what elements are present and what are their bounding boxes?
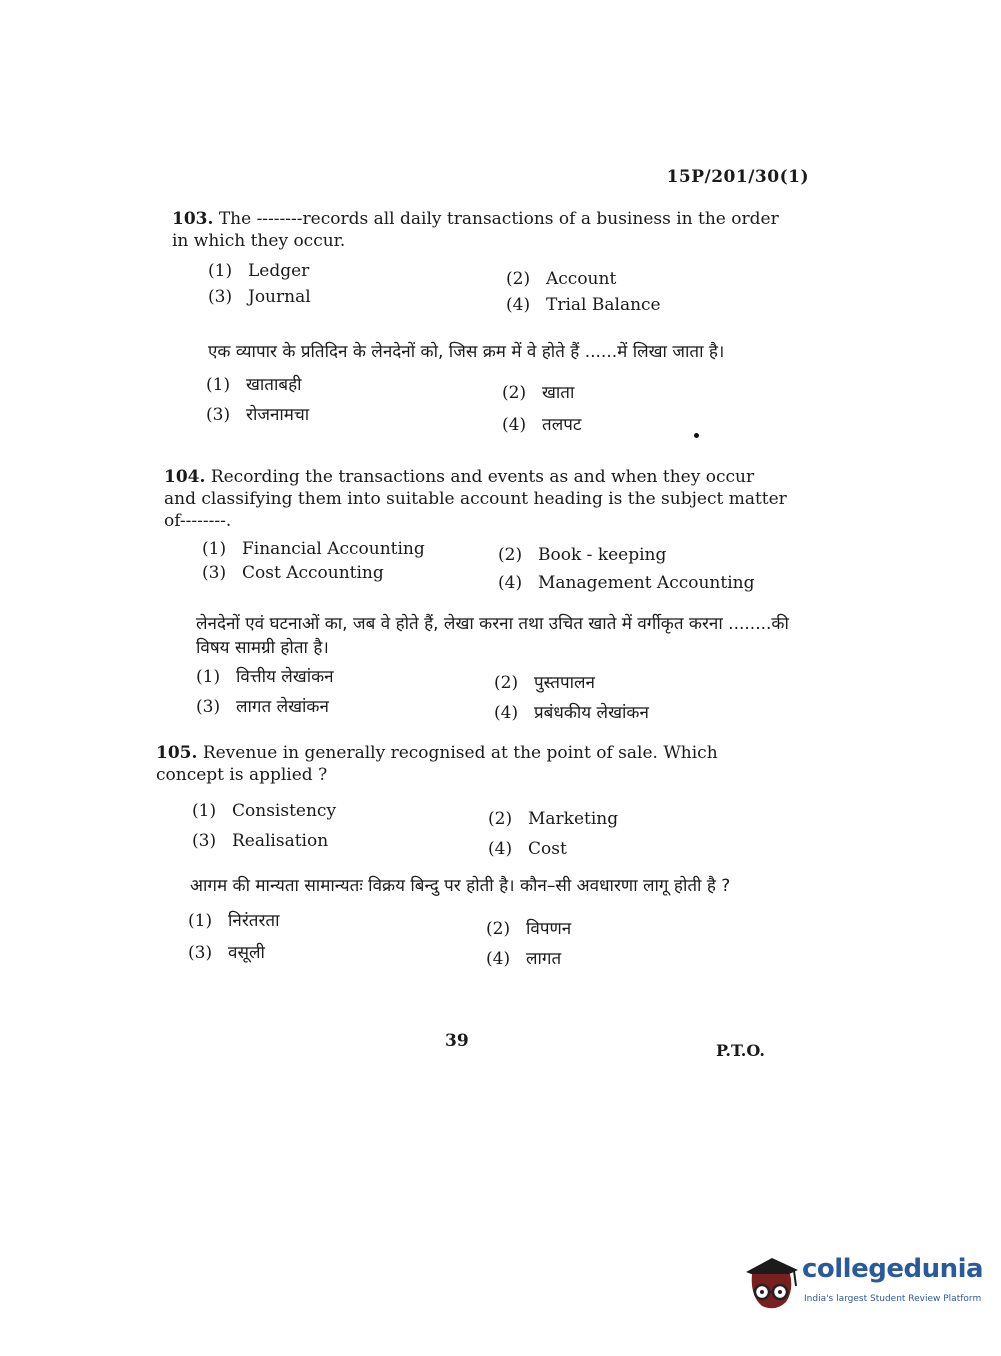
mascot-icon	[742, 1250, 800, 1312]
question-number: 105.	[156, 743, 198, 763]
page-number: 39	[445, 1031, 469, 1051]
hindi-question: आगम की मान्यता सामान्यतः विक्रय बिन्दु पर होती है। कौन–सी अवधारणा लागू होती है ?	[190, 876, 731, 896]
option: (4) प्रबंधकीय लेखांकन	[494, 703, 649, 723]
brand-tagline: India's largest Student Review Platform	[804, 1294, 982, 1304]
option: (2) Marketing	[488, 809, 619, 829]
pto-label: P.T.O.	[716, 1041, 765, 1060]
english-options	[202, 536, 789, 596]
option: (1) Ledger	[208, 261, 310, 281]
option: (4) Trial Balance	[506, 295, 661, 315]
hindi-options	[206, 374, 797, 434]
question-number: 103.	[172, 209, 214, 229]
question-104	[164, 466, 789, 726]
option: (1) वित्तीय लेखांकन	[196, 667, 334, 687]
question-body: Recording the transactions and events as and when they occur and classifying them into suitable account heading is the subject matter of--------.	[164, 467, 787, 531]
stray-mark	[694, 433, 699, 438]
option: (3) वसूली	[188, 943, 265, 963]
question-body: Revenue in generally recognised at the point of sale. Which concept is applied ?	[156, 743, 718, 785]
paper-code: 15P/201/30(1)	[666, 167, 809, 187]
option: (2) Account	[506, 269, 617, 289]
brand-name: collegedunia	[802, 1254, 984, 1284]
hindi-question: लेनदेनों एवं घटनाओं का, जब वे होते हैं, लेखा करना तथा उचित खाते में वर्गीकृत करना ........की विषय सामग्री होता है।	[196, 614, 789, 658]
option: (1) Financial Accounting	[202, 539, 425, 559]
option: (2) विपणन	[486, 919, 572, 939]
option: (2) खाता	[502, 383, 575, 403]
question-text	[156, 742, 781, 786]
question-text	[172, 208, 797, 252]
option: (1) खाताबही	[206, 375, 302, 395]
option: (1) Consistency	[192, 801, 337, 821]
english-options	[192, 798, 781, 858]
question-body: The --------records all daily transactions of a business in the order in which they occur.	[172, 209, 779, 251]
question-number: 104.	[164, 467, 206, 487]
collegedunia-watermark	[742, 1250, 984, 1320]
option: (2) Book - keeping	[498, 545, 667, 565]
hindi-question: एक व्यापार के प्रतिदिन के लेनदेनों को, जिस क्रम में वे होते हैं ......में लिखा जाता है।	[208, 342, 725, 362]
option: (4) तलपट	[502, 415, 582, 435]
option: (3) रोजनामचा	[206, 405, 310, 425]
question-103	[172, 208, 797, 434]
option: (3) Cost Accounting	[202, 563, 384, 583]
option: (4) Cost	[488, 839, 567, 859]
hindi-options	[188, 910, 781, 970]
option: (4) लागत	[486, 949, 562, 969]
option: (1) निरंतरता	[188, 911, 280, 931]
hindi-options	[196, 666, 789, 726]
option: (3) लागत लेखांकन	[196, 697, 329, 717]
english-options	[208, 258, 797, 318]
option: (4) Management Accounting	[498, 573, 755, 593]
option: (3) Journal	[208, 287, 311, 307]
option: (2) पुस्तपालन	[494, 673, 595, 693]
question-105	[156, 742, 781, 970]
question-text	[164, 466, 789, 532]
option: (3) Realisation	[192, 831, 329, 851]
